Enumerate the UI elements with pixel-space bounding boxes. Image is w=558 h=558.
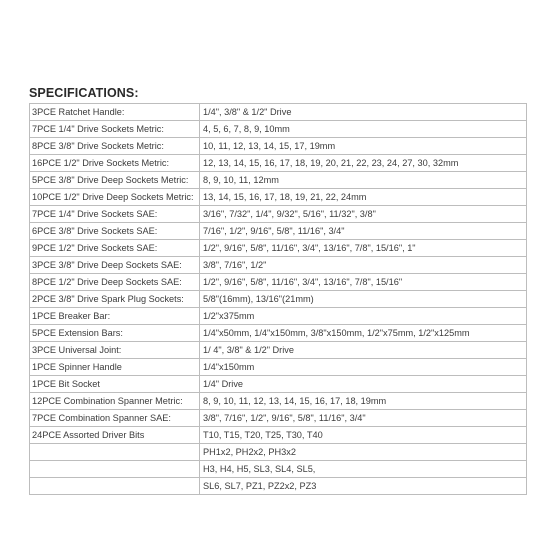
spec-item-detail: 8, 9, 10, 11, 12, 13, 14, 15, 16, 17, 18, 19mm: [200, 393, 527, 410]
spec-item-name: 3PCE 3/8" Drive Deep Sockets SAE:: [30, 257, 200, 274]
spec-item-detail: 7/16", 1/2", 9/16", 5/8", 11/16", 3/4": [200, 223, 527, 240]
spec-item-detail: 1/2", 9/16", 5/8", 11/16", 3/4", 13/16", 7/8", 15/16": [200, 274, 527, 291]
spec-item-name: 3PCE Ratchet Handle:: [30, 104, 200, 121]
spec-item-name: [30, 478, 200, 495]
spec-item-detail: 3/16", 7/32", 1/4", 9/32", 5/16", 11/32", 3/8": [200, 206, 527, 223]
specifications-table: [29, 103, 527, 495]
spec-item-detail: 4, 5, 6, 7, 8, 9, 10mm: [200, 121, 527, 138]
spec-item-name: 6PCE 3/8" Drive Sockets SAE:: [30, 223, 200, 240]
spec-item-name: 2PCE 3/8" Drive Spark Plug Sockets:: [30, 291, 200, 308]
spec-item-name: 1PCE Bit Socket: [30, 376, 200, 393]
spec-item-name: 8PCE 3/8" Drive Sockets Metric:: [30, 138, 200, 155]
spec-item-name: 3PCE Universal Joint:: [30, 342, 200, 359]
spec-item-detail: H3, H4, H5, SL3, SL4, SL5,: [200, 461, 527, 478]
spec-item-name: [30, 444, 200, 461]
spec-row: [30, 240, 527, 257]
spec-item-detail: PH1x2, PH2x2, PH3x2: [200, 444, 527, 461]
spec-item-name: 16PCE 1/2" Drive Sockets Metric:: [30, 155, 200, 172]
spec-item-detail: 1/2", 9/16", 5/8", 11/16", 3/4", 13/16", 7/8", 15/16", 1": [200, 240, 527, 257]
spec-row: [30, 189, 527, 206]
spec-row: [30, 206, 527, 223]
spec-item-name: 7PCE 1/4" Drive Sockets SAE:: [30, 206, 200, 223]
spec-item-detail: 1/ 4", 3/8" & 1/2" Drive: [200, 342, 527, 359]
specifications-section: [29, 86, 525, 495]
spec-item-name: 5PCE 3/8" Drive Deep Sockets Metric:: [30, 172, 200, 189]
spec-row: [30, 291, 527, 308]
spec-item-detail: 1/4"x150mm: [200, 359, 527, 376]
spec-row: [30, 121, 527, 138]
spec-row: [30, 325, 527, 342]
spec-item-name: 7PCE 1/4" Drive Sockets Metric:: [30, 121, 200, 138]
spec-row: [30, 393, 527, 410]
spec-row: [30, 427, 527, 444]
specifications-heading: SPECIFICATIONS:: [29, 86, 139, 100]
spec-row: [30, 138, 527, 155]
spec-item-detail: T10, T15, T20, T25, T30, T40: [200, 427, 527, 444]
spec-row: [30, 478, 527, 495]
spec-item-detail: 10, 11, 12, 13, 14, 15, 17, 19mm: [200, 138, 527, 155]
spec-item-detail: 3/8", 7/16", 1/2": [200, 257, 527, 274]
spec-item-name: 10PCE 1/2" Drive Deep Sockets Metric:: [30, 189, 200, 206]
spec-item-name: [30, 461, 200, 478]
spec-row: [30, 410, 527, 427]
spec-item-detail: SL6, SL7, PZ1, PZ2x2, PZ3: [200, 478, 527, 495]
spec-row: [30, 308, 527, 325]
spec-row: [30, 359, 527, 376]
spec-row: [30, 155, 527, 172]
spec-item-name: 12PCE Combination Spanner Metric:: [30, 393, 200, 410]
spec-row: [30, 104, 527, 121]
spec-row: [30, 257, 527, 274]
spec-row: [30, 461, 527, 478]
spec-item-name: 9PCE 1/2" Drive Sockets SAE:: [30, 240, 200, 257]
spec-item-name: 1PCE Spinner Handle: [30, 359, 200, 376]
spec-item-detail: 13, 14, 15, 16, 17, 18, 19, 21, 22, 24mm: [200, 189, 527, 206]
spec-item-name: 5PCE Extension Bars:: [30, 325, 200, 342]
spec-item-detail: 1/4" Drive: [200, 376, 527, 393]
spec-item-name: 8PCE 1/2" Drive Deep Sockets SAE:: [30, 274, 200, 291]
spec-row: [30, 274, 527, 291]
spec-item-detail: 1/4", 3/8" & 1/2" Drive: [200, 104, 527, 121]
spec-item-name: 7PCE Combination Spanner SAE:: [30, 410, 200, 427]
spec-item-detail: 1/2"x375mm: [200, 308, 527, 325]
spec-item-name: 24PCE Assorted Driver Bits: [30, 427, 200, 444]
spec-row: [30, 172, 527, 189]
spec-item-detail: 3/8", 7/16", 1/2", 9/16", 5/8", 11/16", 3/4": [200, 410, 527, 427]
spec-row: [30, 223, 527, 240]
specifications-table-body: [30, 104, 527, 495]
spec-item-detail: 12, 13, 14, 15, 16, 17, 18, 19, 20, 21, 22, 23, 24, 27, 30, 32mm: [200, 155, 527, 172]
spec-row: [30, 444, 527, 461]
spec-row: [30, 342, 527, 359]
spec-row: [30, 376, 527, 393]
spec-item-detail: 5/8"(16mm), 13/16"(21mm): [200, 291, 527, 308]
spec-item-detail: 1/4"x50mm, 1/4"x150mm, 3/8"x150mm, 1/2"x75mm, 1/2"x125mm: [200, 325, 527, 342]
spec-item-name: 1PCE Breaker Bar:: [30, 308, 200, 325]
spec-item-detail: 8, 9, 10, 11, 12mm: [200, 172, 527, 189]
